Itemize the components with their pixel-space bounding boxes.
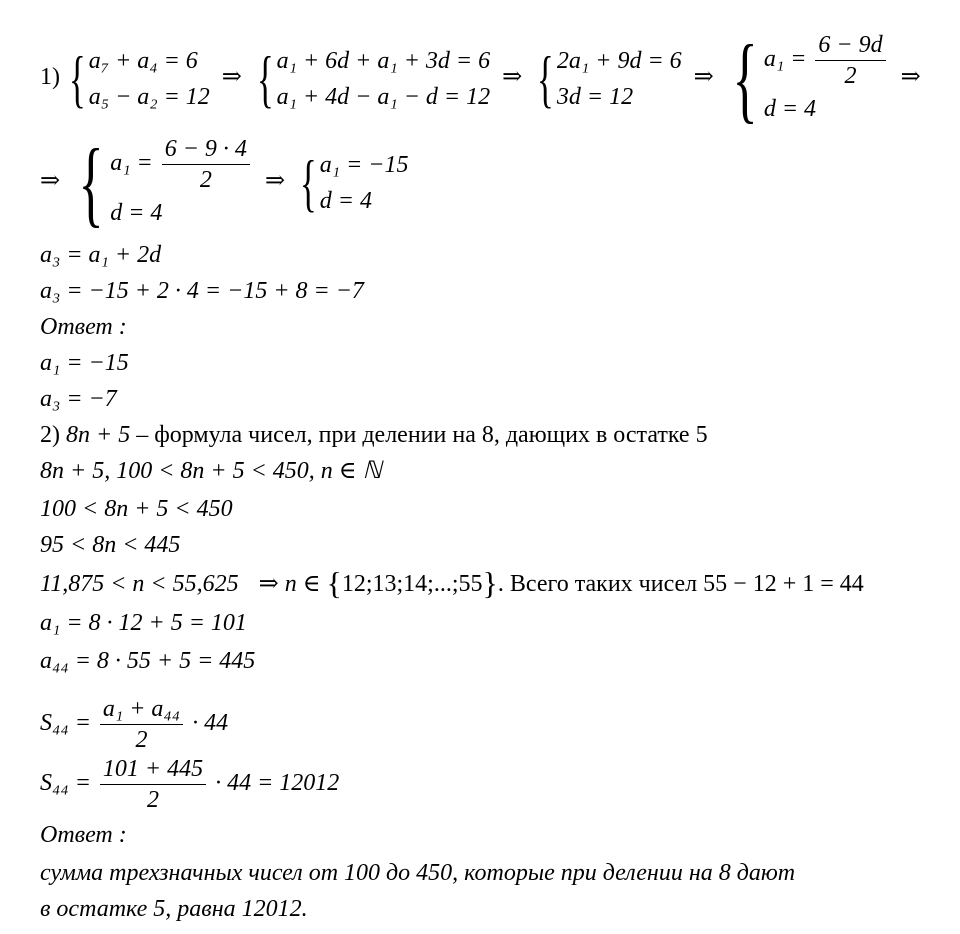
part2-s44-calc <box>40 754 339 815</box>
answer-label-2: Ответ : <box>40 822 127 848</box>
s44-fraction <box>100 694 183 755</box>
implies-icon: ⇒ <box>900 64 921 91</box>
implies-icon: ⇒ <box>502 64 523 91</box>
part2-inequality-1: 100 < 8n + 5 < 450 <box>40 496 233 522</box>
brace-icon: { <box>537 42 555 114</box>
part2-a44: a₄₄ = 8 · 55 + 5 = 445 <box>40 648 256 674</box>
fraction-denominator: 2 <box>199 167 212 193</box>
system-2-eq-2: a₁ + 4d − a₁ − d = 12 <box>276 83 491 110</box>
a3-calculation: a₃ = −15 + 2 · 4 = −15 + 8 = −7 <box>40 278 364 304</box>
system-5-eq-2: d = 4 <box>110 200 163 226</box>
part2-label: 2) <box>40 422 60 448</box>
answer-label-1: Ответ : <box>40 314 127 340</box>
s44-calc-tail: · 44 = 12012 <box>215 770 340 797</box>
implies-icon: ⇒ <box>40 168 61 195</box>
part1-systems-row <box>40 24 927 132</box>
system-4-fraction <box>815 30 885 91</box>
part2-condition: 8n + 5, 100 < 8n + 5 < 450, n ∈ ℕ <box>40 458 382 484</box>
part2-intro-text: – формула чисел, при делении на 8, дающих в остатке 5 <box>136 422 708 448</box>
system-1-eq-2: a₅ − a₂ = 12 <box>88 83 210 110</box>
system-5 <box>72 128 253 236</box>
part2-inequality-3: 11,875 < n < 55,625 <box>40 571 239 597</box>
part2-s44-formula <box>40 694 228 755</box>
system-1-eq-1: a₇ + a₄ = 6 <box>88 47 198 74</box>
system-4 <box>726 24 889 132</box>
system-6 <box>297 147 408 219</box>
brace-icon: { <box>78 128 104 236</box>
part2-set-body: 12;13;14;...;55 <box>341 571 483 597</box>
fraction-numerator: 101 + 445 <box>100 754 206 785</box>
system-5-lhs: a₁ = <box>110 150 153 177</box>
implies-icon: ⇒ <box>221 64 242 91</box>
s44-lhs: S₄₄ = <box>40 770 91 797</box>
part1-systems-row-2 <box>40 128 409 236</box>
system-6-eq-1: a₁ = −15 <box>319 151 409 178</box>
right-brace-icon: } <box>482 565 498 601</box>
s44-calc-fraction <box>100 754 206 815</box>
system-5-fraction <box>162 134 250 195</box>
brace-icon: { <box>256 42 274 114</box>
part2-intro <box>40 420 708 450</box>
part2-set-line <box>40 565 864 601</box>
left-brace-icon: { <box>326 565 342 601</box>
system-6-eq-2: d = 4 <box>319 187 372 214</box>
s44-lhs: S₄₄ = <box>40 710 91 737</box>
system-3-eq-1: 2a₁ + 9d = 6 <box>556 47 682 74</box>
part2-set-prefix: ⇒ n ∈ <box>258 571 321 597</box>
system-4-eq-2: d = 4 <box>763 96 817 122</box>
part1-label: 1) <box>40 64 60 91</box>
brace-icon: { <box>732 24 758 132</box>
system-1 <box>66 43 210 115</box>
s44-tail: · 44 <box>192 710 229 737</box>
fraction-denominator: 2 <box>135 727 148 753</box>
system-3 <box>534 43 681 115</box>
part2-a1: a₁ = 8 · 12 + 5 = 101 <box>40 610 247 636</box>
answer-a3: a₃ = −7 <box>40 386 117 412</box>
system-2-eq-1: a₁ + 6d + a₁ + 3d = 6 <box>276 47 491 74</box>
implies-icon: ⇒ <box>264 168 286 195</box>
fraction-denominator: 2 <box>146 787 159 813</box>
system-2 <box>254 43 490 115</box>
implies-icon: ⇒ <box>693 64 714 91</box>
answer-line-1: сумма трехзначных чисел от 100 до 450, которые при делении на 8 дают <box>40 860 796 886</box>
fraction-denominator: 2 <box>844 63 857 89</box>
fraction-numerator: 6 − 9d <box>815 30 885 61</box>
answer-line-2: в остатке 5, равна 12012. <box>40 896 308 922</box>
part2-inequality-2: 95 < 8n < 445 <box>40 532 181 558</box>
system-4-lhs: a₁ = <box>763 46 807 73</box>
system-3-eq-2: 3d = 12 <box>556 83 634 110</box>
part2-count-text: . Всего таких чисел 55 − 12 + 1 = 44 <box>497 571 864 597</box>
fraction-numerator: a₁ + a₄₄ <box>100 694 183 725</box>
brace-icon: { <box>299 146 317 218</box>
fraction-numerator: 6 − 9 · 4 <box>162 134 250 165</box>
a3-formula: a₃ = a₁ + 2d <box>40 242 162 268</box>
answer-a1: a₁ = −15 <box>40 350 129 376</box>
brace-icon: { <box>68 42 86 114</box>
part2-intro-formula: 8n + 5 <box>66 422 131 448</box>
